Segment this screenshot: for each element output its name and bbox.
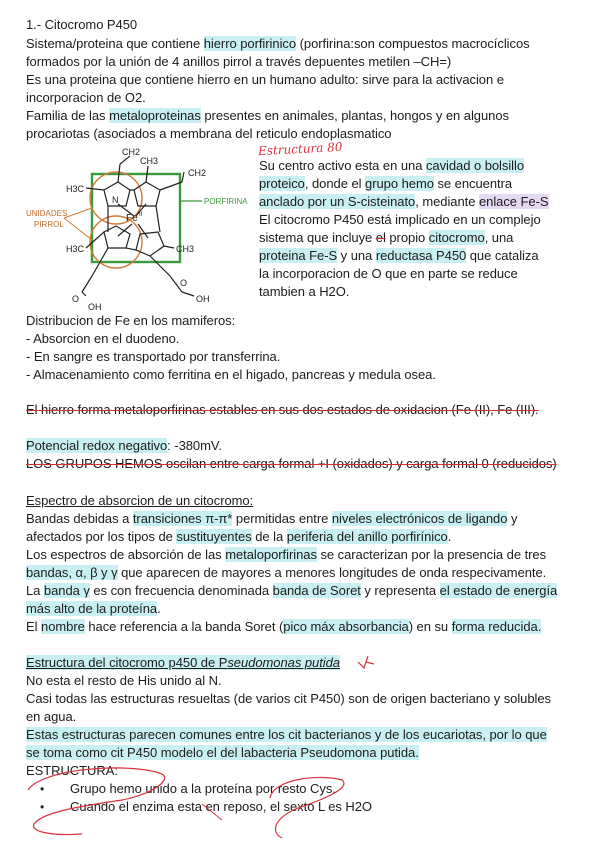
highlight: hierro porfirinico — [203, 36, 297, 51]
text: Su centro activo esta en una — [259, 158, 426, 173]
estructura-line-3: en agua. — [26, 709, 77, 724]
highlight: metaloproteinas — [109, 108, 201, 123]
distribucion-item-1: - Absorcion en el duodeno. — [26, 331, 180, 346]
label-porfirina: PORFIRINA — [204, 197, 248, 206]
struck-paragraph: El hierro forma metaloporfirinas estables en sus dos estados de oxidacion (Fe (II), Fe (III). — [26, 402, 539, 417]
espectro-line-7 — [26, 618, 541, 636]
label-oh-left: OH — [88, 302, 102, 312]
highlight: más alto de la proteína — [26, 601, 158, 616]
highlight: proteina Fe-S — [259, 248, 338, 263]
espectro-line-6 — [26, 600, 161, 618]
highlight: pico máx absorbancia — [283, 619, 409, 634]
redox-line-1 — [26, 437, 222, 455]
highlight: anclado por un S-cisteinato — [259, 194, 416, 209]
highlight: forma reducida. — [451, 619, 542, 634]
text: sistema que incluye — [259, 230, 376, 245]
text: : -380mV. — [167, 438, 222, 453]
text: , donde el — [304, 176, 366, 191]
intro-line-1 — [26, 35, 530, 53]
text: (porfirina:son compuestos macrocíclicos — [296, 36, 530, 51]
bullet-item-2: Cuando el enzima esta en reposo, el sexto L es H2O — [70, 799, 372, 814]
text: . — [447, 529, 452, 544]
highlight: grupo hemo — [365, 176, 434, 191]
espectro-line-2 — [26, 528, 451, 546]
label-h3c-left: H3C — [66, 184, 85, 194]
highlight: transiciones π-π* — [132, 511, 233, 526]
page-title: 1.- Citocromo P450 — [26, 17, 138, 32]
espectro-line-4 — [26, 564, 546, 582]
side-line-8: tambien a H2O. — [259, 284, 350, 299]
label-ch2-top: CH2 — [122, 147, 141, 157]
text: Los espectros de absorción de las — [26, 547, 226, 562]
side-line-7: la incorporacion de O que en parte se reduce — [259, 266, 518, 281]
distribucion-item-3: - Almacenamiento como ferritina en el higado, pancreas y medula osea. — [26, 367, 436, 382]
text: y una — [337, 248, 376, 263]
label-pirrol: PIRROL — [34, 220, 64, 229]
label-ch3-top: CH3 — [140, 156, 159, 166]
highlight: el estado de energía — [439, 583, 558, 598]
intro-line-6: procariotas (asociados a membrana del reticulo endoplasmatico — [26, 126, 392, 141]
estructura-line-2: Casi todas las estructuras resueltas (de varios cit P450) son de origen bacteriano y solubles — [26, 691, 552, 706]
label-h3c-bottom: H3C — [66, 244, 85, 254]
highlight: Estas estructuras parecen comunes entre los cit bacterianos y de los eucariotas, por lo que — [26, 727, 547, 742]
highlight: banda γ — [43, 583, 90, 598]
side-line-4: El citocromo P450 está implicado en un complejo — [259, 212, 541, 227]
estructura-line-1: No esta el resto de His unido al N. — [26, 673, 222, 688]
label-oh-right: OH — [196, 294, 210, 304]
label-o-right: O — [180, 278, 188, 288]
highlight: niveles electrónicos de ligando — [331, 511, 508, 526]
label-ch3-right: CH3 — [176, 244, 195, 254]
bullet-dot: • — [40, 782, 45, 796]
bullet-dot: • — [40, 800, 45, 814]
red-annotation-loops — [22, 760, 382, 840]
text: hace referencia a la banda Soret ( — [84, 619, 284, 634]
bullet-item-1: Grupo hemo unido a la proteína por resto Cys. — [70, 781, 336, 796]
espectro-title: Espectro de absorcion de un citocromo: — [26, 493, 254, 508]
highlight: Potencial redox negativo — [26, 438, 168, 453]
highlight: sustituyentes — [176, 529, 252, 544]
highlight: periferia del anillo porfirínico — [286, 529, 448, 544]
text: afectados por los tipos de — [26, 529, 177, 544]
espectro-line-3 — [26, 546, 546, 564]
intro-line-3: Es una proteina que contiene hierro en un humano adulto: sirve para la activacion e — [26, 72, 504, 87]
redox-line-2: LOS GRUPOS HEMOS oscilan entre carga formal +I (oxidados) y carga formal 0 (reducidos) — [26, 456, 557, 471]
text: propio — [385, 230, 429, 245]
handwritten-note: Estructura 80 — [257, 139, 343, 159]
porphyrin-figure — [24, 146, 256, 316]
text: se encuentra — [433, 176, 513, 191]
label-ch2-right: CH2 — [188, 168, 207, 178]
text: ) en su — [408, 619, 452, 634]
label-n: N — [112, 195, 119, 205]
text: que aparecen de mayores a menores longitudes de onda respecivamente. — [117, 565, 547, 580]
text: Familia de las — [26, 108, 110, 123]
label-o-left: O — [72, 294, 80, 304]
red-check-mark — [356, 652, 378, 672]
highlight-italic: seudomonas putida — [227, 655, 340, 670]
intro-line-5 — [26, 107, 509, 125]
distribucion-item-2: - En sangre es transportado por transferrina. — [26, 349, 281, 364]
text: La — [26, 583, 44, 598]
text: permitidas entre — [232, 511, 332, 526]
text: presentes en animales, plantas, hongos y en algunos — [200, 108, 509, 123]
highlight: proteico — [259, 176, 305, 191]
intro-line-2: formados por la unión de 4 anillos pirrol a través depuentes metilen –CH=) — [26, 54, 452, 69]
label-fe: Fe — [126, 213, 138, 224]
espectro-line-5 — [26, 582, 557, 600]
intro-line-4: incorporacion de O2. — [26, 90, 146, 105]
side-line-3 — [259, 193, 549, 211]
text: Sistema/proteina que contiene — [26, 36, 204, 51]
text: es con frecuencia denominada — [89, 583, 273, 598]
text: Bandas debidas a — [26, 511, 133, 526]
text: se caracterizan por la presencia de tres — [316, 547, 547, 562]
text: El — [26, 619, 42, 634]
highlight: cavidad o bolsillo — [425, 158, 525, 173]
text: . — [157, 601, 161, 616]
highlight: reductasa P450 — [375, 248, 467, 263]
side-line-6 — [259, 247, 539, 265]
text: , mediante — [415, 194, 479, 209]
espectro-line-1 — [26, 510, 517, 528]
highlight: se toma como cit P450 modelo el del labacteria Pseudomona putida. — [26, 745, 419, 760]
highlight: banda de Soret — [272, 583, 361, 598]
highlight: bandas, α, β y γ — [26, 565, 118, 580]
highlight: citocromo — [428, 230, 485, 245]
highlight: nombre — [41, 619, 85, 634]
highlight: metaloporfirinas — [225, 547, 317, 562]
text: y representa — [360, 583, 440, 598]
text: de la — [251, 529, 287, 544]
text: y — [507, 511, 518, 526]
side-line-5 — [259, 229, 513, 247]
side-line-1 — [259, 157, 524, 175]
label-fe-sup: II — [139, 212, 143, 218]
highlight: enlace Fe-S — [478, 194, 549, 209]
struck-word: el — [375, 230, 386, 245]
highlight: Estructura del citocromo p450 de P — [26, 655, 228, 670]
text: que cataliza — [466, 248, 539, 263]
side-line-2 — [259, 175, 512, 193]
distribucion-title: Distribucion de Fe en los mamiferos: — [26, 313, 236, 328]
label-unidades: UNIDADES — [26, 209, 68, 218]
estructura-line-4 — [26, 726, 547, 744]
text: , una — [484, 230, 514, 245]
estructura-title — [26, 654, 340, 672]
estructura-line-6: ESTRUCTURA: — [26, 763, 118, 778]
